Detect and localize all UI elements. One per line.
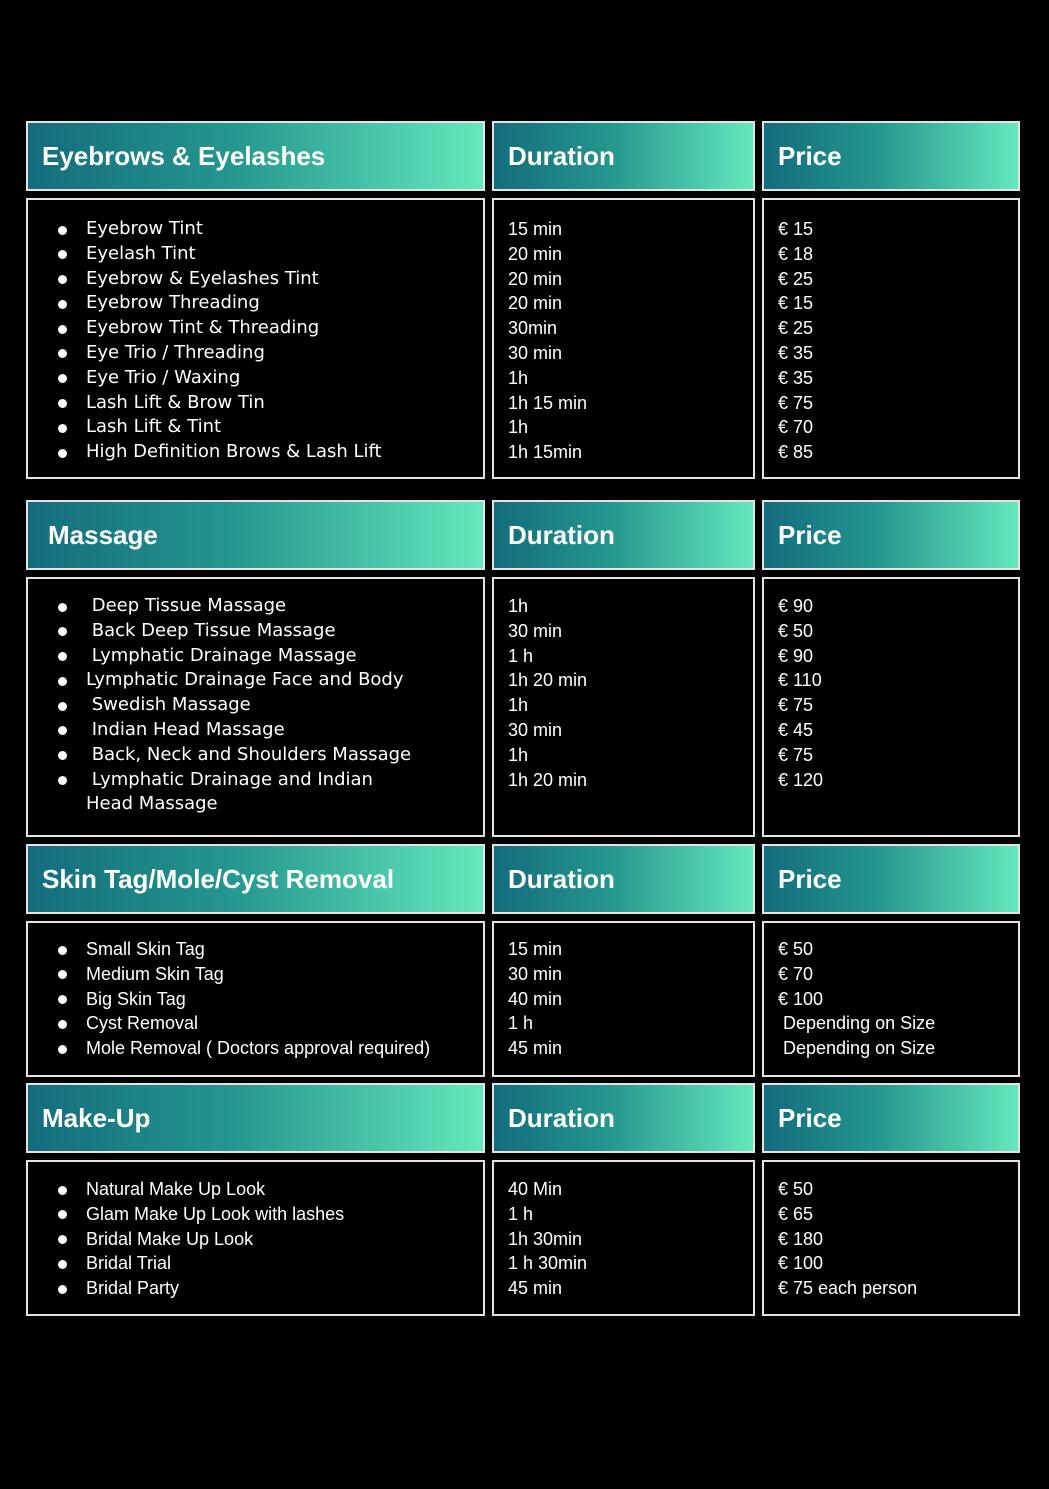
- price-value: € 75: [778, 392, 814, 413]
- bullet-icon: [58, 399, 67, 408]
- price-header: [762, 121, 1020, 191]
- prices-eyebrows: [762, 198, 1020, 479]
- list-item: Small Skin Tag: [58, 937, 473, 962]
- bullet-icon: [58, 970, 67, 979]
- list-item: Eyelash Tint: [58, 242, 473, 267]
- duration-value: 30min: [508, 318, 558, 339]
- price-value: € 18: [778, 243, 814, 264]
- duration-value: 1 h: [508, 1203, 534, 1224]
- duration-value: 1h: [508, 367, 529, 388]
- duration-list: [508, 594, 747, 792]
- duration-value: 1h 20 min: [508, 670, 588, 691]
- price-value: € 90: [778, 645, 814, 666]
- price-value: € 85: [778, 442, 814, 463]
- durations-eyebrows: [492, 198, 755, 479]
- section-title: Massage: [48, 519, 158, 550]
- price-value: € 120: [778, 769, 824, 790]
- duration-value: 30 min: [508, 342, 563, 363]
- list-item: Eye Trio / Threading: [58, 341, 473, 366]
- list-item: Natural Make Up Look: [58, 1177, 473, 1202]
- bullet-icon: [58, 751, 67, 760]
- bullet-icon: [58, 275, 67, 284]
- price-list: [778, 1177, 1012, 1301]
- price-value: € 70: [778, 963, 814, 984]
- list-item: Bridal Trial: [58, 1251, 473, 1276]
- price-value: € 75: [778, 695, 814, 716]
- service-list: [58, 594, 473, 817]
- list-item: Medium Skin Tag: [58, 962, 473, 987]
- price-value: € 70: [778, 417, 814, 438]
- list-item: Back, Neck and Shoulders Massage: [58, 743, 473, 768]
- duration-value: 20 min: [508, 293, 563, 314]
- duration-value: 40 Min: [508, 1179, 563, 1199]
- duration-value: 1 h: [508, 1013, 534, 1034]
- list-item: Cyst Removal: [58, 1011, 473, 1036]
- list-item: Eyebrow Threading: [58, 291, 473, 316]
- section-header-eyebrows: [26, 121, 485, 191]
- price-value: € 65: [778, 1203, 814, 1224]
- durations-makeup: [492, 1160, 755, 1316]
- bullet-icon: [58, 702, 67, 711]
- price-list: [778, 217, 1012, 465]
- list-item: Bridal Party: [58, 1276, 473, 1301]
- duration-list: [508, 937, 747, 1061]
- bullet-icon: [58, 1186, 67, 1195]
- bullet-icon: [58, 449, 67, 458]
- price-value: € 15: [778, 219, 814, 239]
- bullet-icon: [58, 946, 67, 955]
- prices-massage: [762, 577, 1020, 837]
- list-item: Indian Head Massage: [58, 718, 473, 743]
- duration-value: 1h: [508, 596, 529, 616]
- list-item: Glam Make Up Look with lashes: [58, 1202, 473, 1227]
- price-header-label: Price: [778, 1102, 842, 1133]
- list-item: Lash Lift & Brow Tin: [58, 391, 473, 416]
- bullet-icon: [58, 349, 67, 358]
- service-list: [58, 937, 473, 1061]
- services-list-eyebrows: [26, 198, 485, 479]
- section-header-massage: [26, 500, 485, 570]
- list-item: Lymphatic Drainage and Indian Head Massage: [58, 768, 406, 818]
- bullet-icon: [58, 776, 67, 785]
- bullet-icon: [58, 1285, 67, 1294]
- duration-header-label: Duration: [508, 519, 615, 550]
- bullet-icon: [58, 603, 67, 612]
- price-value: € 90: [778, 596, 814, 616]
- duration-header: [492, 844, 755, 914]
- duration-value: 20 min: [508, 268, 563, 289]
- price-value: Depending on Size: [778, 1038, 936, 1059]
- bullet-icon: [58, 652, 67, 661]
- price-value: € 100: [778, 1253, 824, 1274]
- list-item: Lash Lift & Tint: [58, 415, 473, 440]
- price-value: € 25: [778, 268, 814, 289]
- price-value: € 45: [778, 719, 814, 740]
- section-title: Make-Up: [42, 1102, 151, 1133]
- services-list-massage: [26, 577, 485, 837]
- bullet-icon: [58, 1045, 67, 1054]
- duration-header-label: Duration: [508, 1102, 615, 1133]
- price-header-label: Price: [778, 519, 842, 550]
- price-list: [778, 594, 1012, 792]
- durations-skin-removal: [492, 921, 755, 1077]
- bullet-icon: [58, 1210, 67, 1219]
- duration-value: 1h: [508, 695, 529, 716]
- bullet-icon: [58, 677, 67, 686]
- price-value: € 25: [778, 318, 814, 339]
- duration-list: [508, 1177, 747, 1301]
- price-value: € 50: [778, 939, 814, 959]
- price-value: € 50: [778, 1179, 814, 1199]
- list-item: Back Deep Tissue Massage: [58, 619, 473, 644]
- bullet-icon: [58, 995, 67, 1004]
- section-title: Skin Tag/Mole/Cyst Removal: [42, 863, 395, 894]
- bullet-icon: [58, 325, 67, 334]
- duration-value: 20 min: [508, 243, 563, 264]
- price-value: € 35: [778, 342, 814, 363]
- price-value: € 35: [778, 367, 814, 388]
- list-item: High Definition Brows & Lash Lift: [58, 440, 473, 465]
- price-value: € 100: [778, 988, 824, 1009]
- duration-header-label: Duration: [508, 140, 615, 171]
- duration-value: 1h 15 min: [508, 392, 588, 413]
- duration-header: [492, 121, 755, 191]
- list-item: Eyebrow Tint: [58, 217, 473, 242]
- duration-value: 1h 20 min: [508, 769, 588, 790]
- bullet-icon: [58, 726, 67, 735]
- duration-value: 1h 15min: [508, 442, 583, 463]
- price-value: € 50: [778, 620, 814, 641]
- price-header-label: Price: [778, 140, 842, 171]
- section-title: Eyebrows & Eyelashes: [42, 140, 326, 171]
- price-header: [762, 1083, 1020, 1153]
- duration-list: [508, 217, 747, 465]
- list-item: Swedish Massage: [58, 693, 473, 718]
- duration-header-label: Duration: [508, 863, 615, 894]
- services-list-skin-removal: [26, 921, 485, 1077]
- list-item: Deep Tissue Massage: [58, 594, 473, 619]
- bullet-icon: [58, 250, 67, 259]
- bullet-icon: [58, 424, 67, 433]
- duration-value: 1h: [508, 744, 529, 765]
- price-list: [778, 937, 1012, 1061]
- price-header: [762, 844, 1020, 914]
- duration-value: 40 min: [508, 988, 563, 1009]
- duration-header: [492, 500, 755, 570]
- prices-skin-removal: [762, 921, 1020, 1077]
- service-list: [58, 1177, 473, 1301]
- list-item: Big Skin Tag: [58, 987, 473, 1012]
- service-list: [58, 217, 473, 465]
- duration-value: 1 h 30min: [508, 1253, 588, 1274]
- duration-value: 1h 30min: [508, 1228, 583, 1249]
- bullet-icon: [58, 627, 67, 636]
- price-value: Depending on Size: [778, 1013, 936, 1034]
- bullet-icon: [58, 374, 67, 383]
- bullet-icon: [58, 1260, 67, 1269]
- price-header-label: Price: [778, 863, 842, 894]
- price-value: € 75 each person: [778, 1278, 918, 1299]
- price-value: € 180: [778, 1228, 824, 1249]
- bullet-icon: [58, 1020, 67, 1029]
- duration-value: 1 h: [508, 645, 534, 666]
- duration-header: [492, 1083, 755, 1153]
- durations-massage: [492, 577, 755, 837]
- list-item: Lymphatic Drainage Massage: [58, 644, 473, 669]
- duration-value: 1h: [508, 417, 529, 438]
- list-item: Lymphatic Drainage Face and Body: [58, 668, 473, 693]
- duration-value: 15 min: [508, 219, 563, 239]
- list-item: Bridal Make Up Look: [58, 1227, 473, 1252]
- price-value: € 110: [778, 670, 822, 691]
- duration-value: 45 min: [508, 1038, 563, 1059]
- list-item: Mole Removal ( Doctors approval required): [58, 1036, 473, 1061]
- bullet-icon: [58, 300, 67, 309]
- duration-value: 30 min: [508, 963, 563, 984]
- section-header-makeup: [26, 1083, 485, 1153]
- list-item: Eyebrow Tint & Threading: [58, 316, 473, 341]
- list-item: Eye Trio / Waxing: [58, 366, 473, 391]
- prices-makeup: [762, 1160, 1020, 1316]
- bullet-icon: [58, 1235, 67, 1244]
- services-list-makeup: [26, 1160, 485, 1316]
- bullet-icon: [58, 226, 67, 235]
- duration-value: 30 min: [508, 719, 563, 740]
- duration-value: 15 min: [508, 939, 563, 959]
- list-item: Eyebrow & Eyelashes Tint: [58, 267, 473, 292]
- duration-value: 45 min: [508, 1278, 563, 1299]
- price-value: € 75: [778, 744, 814, 765]
- duration-value: 30 min: [508, 620, 563, 641]
- price-value: € 15: [778, 293, 814, 314]
- section-header-skin-removal: [26, 844, 485, 914]
- price-header: [762, 500, 1020, 570]
